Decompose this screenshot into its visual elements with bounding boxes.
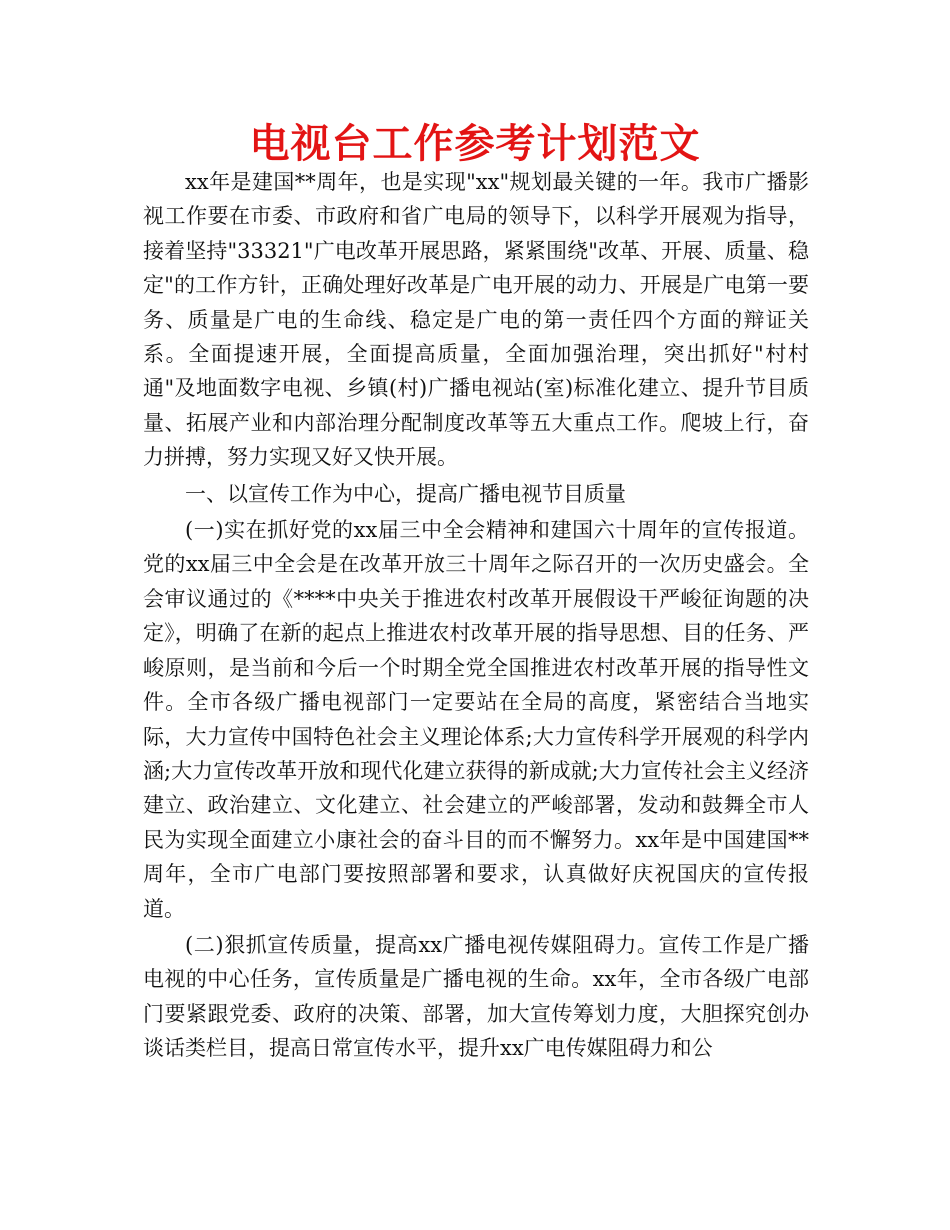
paragraph-intro: xx年是建国**周年，也是实现"xx"规划最关键的一年。我市广播影视工作要在市委、市政府和省广电局的领导下，以科学开展观为指导，接着坚持"33321"广电改革开展思路，紧紧围绕"改革、开展、质量、稳定"的工作方针，正确处理好改革是广电开展的动力、开展是广电第一要务、质量是广电的生命线、稳定是广电的第一责任四个方面的辩证关系。全面提速开展，全面提高质量，全面加强治理，突出抓好"村村通"及地面数字电视、乡镇(村)广播电视站(室)标准化建立、提升节目质量、拓展产业和内部治理分配制度改革等五大重点工作。爬坡上行，奋力拼搏，努力实现又好又快开展。 (143, 170, 809, 470)
paragraph-subsection-1: (一)实在抓好党的xx届三中全会精神和建国六十周年的宣传报道。党的xx届三中全会是在改革开放三十周年之际召开的一次历史盛会。全会审议通过的《****中央关于推进农村改革开展假设干严峻征询题的决定》，明确了在新的起点上推进农村改革开展的指导思想、目的任务、严峻原则，是当前和今后一个时期全党全国推进农村改革开展的指导性文件。全市各级广播电视部门一定要站在全局的高度，紧密结合当地实际，大力宣传中国特色社会主义理论体系;大力宣传科学开展观的科学内涵;大力宣传改革开放和现代化建立获得的新成就;大力宣传社会主义经济建立、政治建立、文化建立、社会建立的严峻部署，发动和鼓舞全市人民为实现全面建立小康社会的奋斗目的而不懈努力。xx年是中国建国**周年，全市广电部门要按照部署和要求，认真做好庆祝国庆的宣传报道。 (143, 518, 809, 921)
document-body (143, 165, 809, 1066)
paragraph-subsection-2: (二)狠抓宣传质量，提高xx广播电视传媒阻碍力。宣传工作是广播电视的中心任务，宣传质量是广播电视的生命。xx年，全市各级广电部门要紧跟党委、政府的决策、部署，加大宣传筹划力度，大胆探究创办谈话类栏目，提高日常宣传水平，提升xx广电传媒阻碍力和公 (143, 932, 809, 1061)
document-title: 电视台工作参考计划范文 (249, 121, 701, 167)
section-heading: 一、以宣传工作为中心，提高广播电视节目质量 (185, 481, 626, 506)
